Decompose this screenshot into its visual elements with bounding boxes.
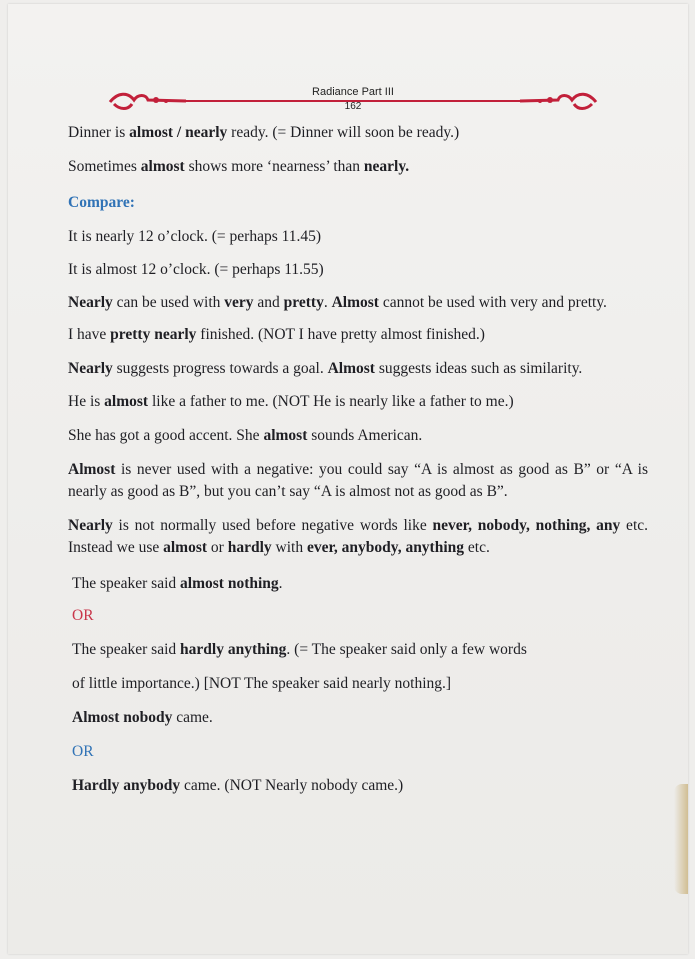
example-line: The speaker said hardly anything. (= The speaker said only a few words: [72, 641, 527, 658]
page-header: [108, 84, 598, 120]
page-number: 162: [344, 101, 362, 112]
rule-paragraph: Nearly suggests progress towards a goal. Almost suggests ideas such as similarity.: [68, 360, 583, 377]
example-line: of little importance.) [NOT The speaker said nearly nothing.]: [72, 675, 452, 692]
rule-line: Sometimes almost shows more ‘nearness’ than nearly.: [68, 158, 410, 175]
compare-heading: Compare:: [68, 194, 135, 211]
rule-paragraph: Nearly is not normally used before negative words like never, nobody, nothing, any etc. Instead we use almost or hardly with ever, anybody, anything etc.: [68, 517, 649, 556]
page-edge-stain: [674, 784, 688, 894]
example-line: I have pretty nearly finished. (NOT I have pretty almost finished.): [68, 326, 485, 343]
example-line: Almost nobody came.: [72, 709, 213, 726]
or-label: OR: [72, 607, 94, 624]
example-line: Dinner is almost / nearly ready. (= Dinner will soon be ready.): [68, 124, 460, 141]
example-line: Hardly anybody came. (NOT Nearly nobody came.): [72, 777, 404, 794]
page-body: [68, 122, 648, 797]
or-label: OR: [72, 743, 94, 760]
example-line: It is nearly 12 o’clock. (= perhaps 11.45): [68, 228, 322, 245]
right-ornament-icon: [518, 90, 598, 112]
rule-paragraph: Almost is never used with a negative: you could say “A is almost as good as B” or “A is nearly as good as B”, but you can’t say “A is almost not as good as B”.: [68, 461, 648, 500]
example-line: He is almost like a father to me. (NOT He is nearly like a father to me.): [68, 393, 514, 410]
example-line: The speaker said almost nothing.: [72, 575, 283, 592]
rule-paragraph: Nearly can be used with very and pretty. Almost cannot be used with very and pretty.: [68, 294, 607, 311]
example-line: It is almost 12 o’clock. (= perhaps 11.55): [68, 261, 324, 278]
book-page: [8, 4, 688, 954]
example-line: She has got a good accent. She almost sounds American.: [68, 427, 423, 444]
running-title: Radiance Part III: [312, 86, 394, 98]
